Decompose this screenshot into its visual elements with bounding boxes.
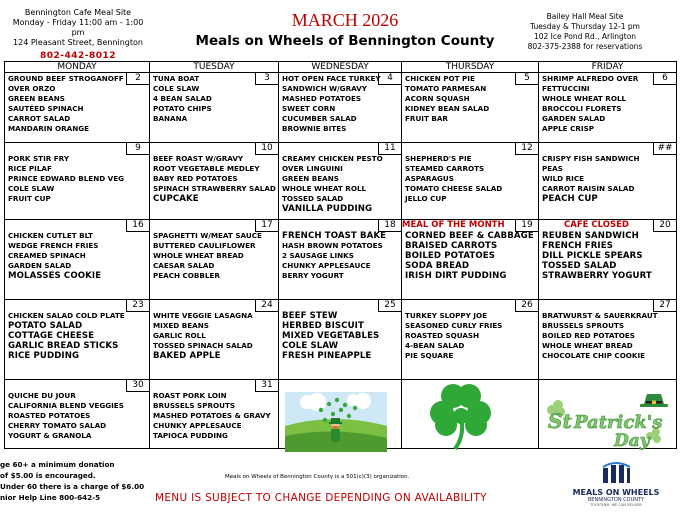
menu-item: MASHED POTATOES & GRAVY (153, 411, 271, 421)
bailey-hall-info (510, 12, 660, 52)
menu-item: SAUTÉED SPINACH (8, 104, 84, 114)
menu-item: SWEET CORN (282, 104, 336, 114)
menu-item: WHOLE WHEAT BREAD (153, 251, 244, 261)
menu-item: PORK STIR FRY (8, 154, 70, 163)
day-number: 27 (653, 300, 676, 312)
day-number: 12 (515, 143, 538, 155)
menu-item: ASPARAGUS (405, 174, 454, 184)
meals-on-wheels-logo (566, 462, 666, 507)
menu-item: CREAMY CHICKEN PESTO (282, 154, 383, 163)
day-number: 26 (515, 300, 538, 312)
menu-item: MIXED VEGETABLES (282, 331, 380, 342)
menu-item: TAPIOCA PUDDING (153, 431, 228, 441)
menu-item: KIDNEY BEAN SALAD (405, 104, 490, 114)
bailey-hall-hours: Tuesday & Thursday 12-1 pm (530, 22, 640, 31)
day-number: 11 (378, 143, 401, 155)
calendar-day-thursday (402, 73, 539, 143)
menu-item: GREEN BEANS (282, 174, 339, 184)
menu-item: BRUSSELS SPROUTS (542, 321, 625, 331)
menu-change-notice: MENU IS SUBJECT TO CHANGE DEPENDING ON AVAILABILITY (155, 492, 487, 504)
menu-item: 4 BEAN SALAD (153, 94, 212, 104)
menu-item: STRAWBERRY YOGURT (542, 271, 652, 282)
menu-item: DILL PICKLE SPEARS (542, 251, 643, 262)
calendar-day-tuesday (150, 300, 279, 380)
cafe-site-address: 124 Pleasant Street, Bennington (13, 38, 143, 47)
calendar-day-tuesday (150, 73, 279, 143)
day-number: ## (653, 143, 676, 155)
menu-item: FETTUCCINI (542, 84, 590, 94)
menu-item: COLE SLAW (153, 84, 200, 94)
menu-item: ROAST PORK LOIN (153, 391, 227, 400)
day-header-friday: FRIDAY (539, 62, 677, 73)
day-header-tuesday: TUESDAY (150, 62, 279, 73)
menu-item: WHOLE WHEAT ROLL (542, 94, 627, 104)
day-number: 17 (255, 220, 278, 232)
menu-item: CRISPY FISH SANDWICH (542, 154, 640, 163)
menu-item: CAESAR SALAD (153, 261, 215, 271)
day-number: 3 (255, 73, 278, 85)
logo-slogan: TOGETHER, WE CAN DELIVER (590, 503, 642, 507)
calendar-day-thursday (402, 143, 539, 220)
calendar-day-tuesday (150, 220, 279, 300)
calendar-day-wednesday (279, 73, 402, 143)
menu-item: GARDEN SALAD (542, 114, 606, 124)
menu-item: PEAS (542, 164, 563, 174)
menu-item: WILD RICE (542, 174, 585, 184)
menu-item: STEAMED CARROTS (405, 164, 485, 174)
menu-item: GREEN BEANS (8, 94, 65, 104)
menu-item: CORNED BEEF & CABBAGE (405, 231, 534, 241)
calendar-day-monday (5, 220, 150, 300)
menu-item: BROWNIE BITES (282, 124, 347, 134)
menu-item: BRUSSELS SPROUTS (153, 401, 236, 411)
menu-item: PEACH COBBLER (153, 271, 220, 281)
menu-item: TURKEY SLOPPY JOE (405, 311, 488, 320)
menu-item: BEEF STEW (282, 311, 338, 321)
menu-item: BABY RED POTATOES (153, 174, 238, 184)
leprechaun-illustration (285, 392, 387, 452)
logo-text-bottom: BENNINGTON COUNTY (587, 497, 645, 503)
menu-item: 4-BEAN SALAD (405, 341, 465, 351)
menu-item: CREAMED SPINACH (8, 251, 86, 261)
menu-item: CHUNKY APPLESAUCE (153, 421, 242, 431)
menu-item: WEDGE FRENCH FRIES (8, 241, 99, 251)
bailey-hall-phone: 802-375-2388 for reservations (527, 42, 643, 51)
calendar-day-tuesday (150, 143, 279, 220)
menu-item: TOMATO CHEESE SALAD (405, 184, 503, 194)
page-title: Meals on Wheels of Bennington County (195, 33, 495, 49)
day-number: 6 (653, 73, 676, 85)
menu-item: WHITE VEGGIE LASAGNA (153, 311, 253, 320)
menu-item: MOLASSES COOKIE (8, 271, 102, 282)
menu-item: PEACH CUP (542, 194, 598, 205)
calendar-day-friday (539, 220, 677, 300)
day-number: 31 (255, 380, 278, 392)
day-notice: MEAL OF THE MONTH (402, 220, 505, 230)
calendar-day-friday (539, 143, 677, 220)
menu-item: BOILED RED POTATOES (542, 331, 635, 341)
calendar-day-monday (5, 300, 150, 380)
menu-item: SEASONED CURLY FRIES (405, 321, 503, 331)
menu-item: BANANA (153, 114, 188, 124)
day-number: 10 (255, 143, 278, 155)
menu-item: CALIFORNIA BLEND VEGGIES (8, 401, 124, 411)
menu-item: REUBEN SANDWICH (542, 231, 639, 241)
menu-item: POTATO CHIPS (153, 104, 212, 114)
calendar-day-wednesday (279, 143, 402, 220)
menu-item: 2 SAUSAGE LINKS (282, 251, 354, 261)
menu-item: CHICKEN CUTLET BLT (8, 231, 93, 240)
menu-item: FRUIT CUP (8, 194, 51, 204)
donation-line-3: Under 60 there is a charge of $6.00 (0, 482, 145, 491)
menu-item: BRAISED CARROTS (405, 241, 498, 252)
menu-item: TOSSED SALAD (542, 261, 617, 272)
menu-item: BEEF ROAST W/GRAVY (153, 154, 244, 163)
menu-item: VANILLA PUDDING (282, 204, 373, 215)
day-header-wednesday: WEDNESDAY (279, 62, 402, 73)
stpatricks-text-st: St (548, 409, 572, 433)
bailey-hall-address: 102 Ice Pond Rd., Arlington (533, 32, 637, 41)
day-number: 23 (126, 300, 149, 312)
menu-item: BAKED APPLE (153, 351, 221, 362)
menu-item: MIXED BEANS (153, 321, 209, 331)
menu-item: FRENCH TOAST BAKE (282, 231, 387, 241)
day-header-thursday: THURSDAY (402, 62, 539, 73)
day-number: 20 (653, 220, 676, 232)
calendar-day-monday (5, 143, 150, 220)
menu-item: TOSSED SALAD (282, 194, 344, 204)
menu-item: COTTAGE CHEESE (8, 331, 95, 342)
menu-item: FRENCH FRIES (542, 241, 613, 252)
menu-item: RICE PUDDING (8, 351, 80, 362)
menu-item: ROASTED POTATOES (8, 411, 91, 421)
cafe-site-name: Bennington Cafe Meal Site (24, 8, 132, 17)
senior-help-line: nior Help Line 800-642-5 (0, 493, 101, 502)
menu-item: SODA BREAD (405, 261, 470, 272)
logo-text-top: MEALS ON WHEELS (572, 488, 660, 497)
menu-item: ROASTED SQUASH (405, 331, 480, 341)
menu-item: BOILED POTATOES (405, 251, 496, 262)
menu-item: CHUNKY APPLESAUCE (282, 261, 371, 271)
menu-item: MASHED POTATOES (282, 94, 362, 104)
stpatricks-text-patricks: Patrick's (574, 412, 663, 433)
menu-item: CARROT SALAD (8, 114, 71, 124)
calendar-day-tuesday (150, 380, 279, 449)
calendar-day-thursday (402, 220, 539, 300)
menu-item: SHEPHERD'S PIE (405, 154, 472, 163)
menu-item: CUCUMBER SALAD (282, 114, 357, 124)
day-number: 2 (126, 73, 149, 85)
menu-item: OVER LINGUINI (282, 164, 343, 174)
menu-item: BRATWURST & SAUERKRAUT (542, 311, 658, 320)
menu-item: OVER ORZO (8, 84, 56, 94)
calendar-day-thursday (402, 300, 539, 380)
day-number: 18 (378, 220, 401, 232)
calendar-day-monday (5, 380, 150, 449)
menu-item: GARLIC BREAD STICKS (8, 341, 119, 352)
month-title: MARCH 2026 (291, 10, 399, 30)
menu-item: BUTTERED CAULIFLOWER (153, 241, 256, 251)
calendar-day-friday (539, 300, 677, 380)
menu-item: MANDARIN ORANGE (8, 124, 90, 134)
menu-item: PRINCE EDWARD BLEND VEG (8, 174, 125, 184)
calendar-day-friday (539, 73, 677, 143)
day-number: 9 (126, 143, 149, 155)
menu-item: COLE SLAW (8, 184, 55, 194)
calendar-day-monday (5, 73, 150, 143)
menu-item: GROUND BEEF STROGANOFF (8, 74, 124, 83)
donation-line-2: of $5.00 is encouraged. (0, 471, 96, 480)
menu-item: ROOT VEGETABLE MEDLEY (153, 164, 260, 174)
day-number: 19 (515, 220, 538, 232)
menu-item: RICE PILAF (8, 164, 52, 174)
bailey-hall-name: Bailey Hall Meal Site (546, 12, 624, 21)
meals-on-wheels-logo-icon (601, 462, 631, 484)
menu-item: SPAGHETTI W/MEAT SAUCE (153, 231, 262, 240)
menu-item: CHICKEN POT PIE (405, 74, 475, 83)
menu-item: TOMATO PARMESAN (405, 84, 487, 94)
donation-info (0, 459, 144, 503)
menu-item: FRESH PINEAPPLE (282, 351, 372, 362)
day-notice: CAFE CLOSED (564, 220, 629, 230)
day-number: 5 (515, 73, 538, 85)
menu-item: WHOLE WHEAT BREAD (542, 341, 633, 351)
calendar-day-wednesday (279, 220, 402, 300)
donation-line-1: ge 60+ a minimum donation (0, 460, 115, 469)
menu-item: CHERRY TOMATO SALAD (8, 421, 107, 431)
day-number: 24 (255, 300, 278, 312)
menu-item: WHOLE WHEAT ROLL (282, 184, 367, 194)
calendar-day-wednesday (279, 300, 402, 380)
menu-item: CARROT RAISIN SALAD (542, 184, 635, 194)
cafe-site-hours: Monday - Friday 11:00 am - 1:00 pm (12, 18, 144, 37)
cafe-site-phone: 802-442-8012 (39, 51, 117, 61)
menu-item: ACORN SQUASH (405, 94, 470, 104)
day-number: 30 (126, 380, 149, 392)
menu-item: JELLO CUP (405, 194, 447, 204)
menu-item: IRISH DIRT PUDDING (405, 271, 507, 282)
day-number: 16 (126, 220, 149, 232)
menu-item: HOT OPEN FACE TURKEY (282, 74, 381, 83)
day-number: 4 (378, 73, 401, 85)
menu-item: FRUIT BAR (405, 114, 448, 124)
shamrock-icon (425, 380, 500, 450)
menu-item: CHOCOLATE CHIP COOKIE (542, 351, 646, 361)
day-number: 25 (378, 300, 401, 312)
menu-item: SANDWICH W/GRAVY (282, 84, 367, 94)
menu-item: CHICKEN SALAD COLD PLATE (8, 311, 125, 320)
menu-item: GARDEN SALAD (8, 261, 72, 271)
menu-item: SHRIMP ALFREDO OVER (542, 74, 639, 83)
menu-item: POTATO SALAD (8, 321, 83, 332)
menu-item: YOGURT & GRANOLA (8, 431, 92, 441)
menu-item: APPLE CRISP (542, 124, 595, 134)
menu-item: BROCCOLI FLORETS (542, 104, 622, 114)
menu-item: CUPCAKE (153, 194, 199, 205)
menu-item: QUICHE DU JOUR (8, 391, 76, 400)
stpatricks-day-graphic (540, 390, 670, 450)
nonprofit-note: Meals on Wheels of Bennington County is a 501(c)(3) organization. (225, 474, 410, 480)
menu-item: PIE SQUARE (405, 351, 454, 361)
menu-item: COLE SLAW (282, 341, 339, 352)
menu-item: SPINACH STRAWBERRY SALAD (153, 184, 276, 194)
menu-item: TUNA BOAT (153, 74, 200, 83)
menu-item: HASH BROWN POTATOES (282, 241, 383, 251)
menu-item: BERRY YOGURT (282, 271, 344, 281)
day-header-monday: MONDAY (5, 62, 150, 73)
menu-item: TOSSED SPINACH SALAD (153, 341, 253, 351)
menu-item: HERBED BISCUIT (282, 321, 364, 332)
menu-item: GARLIC ROLL (153, 331, 206, 341)
stpatricks-text-day: Day (614, 431, 650, 450)
